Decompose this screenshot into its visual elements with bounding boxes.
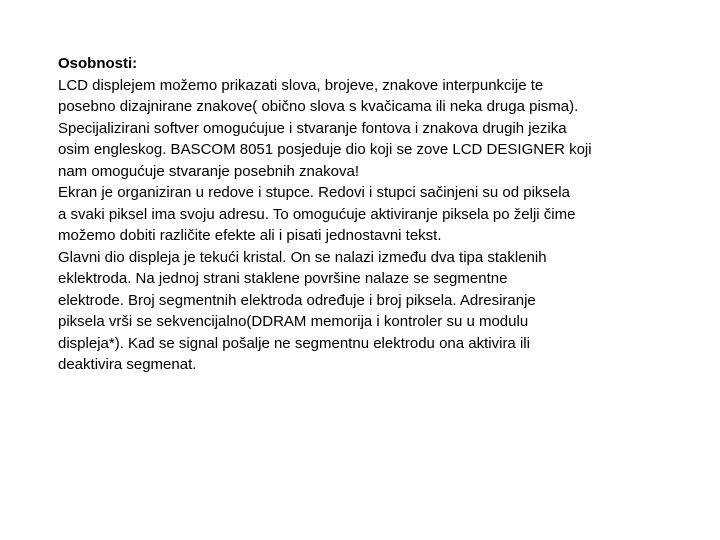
- text-line: posebno dizajnirane znakove( obično slova s kvačicama ili neka druga pisma).: [58, 98, 579, 115]
- text-line: deaktivira segmenat.: [58, 356, 197, 373]
- text-line: nam omogućuje stvaranje posebnih znakova!: [58, 162, 360, 180]
- heading: Osobnosti:: [58, 55, 138, 72]
- text-line: osim engleskog. BASCOM 8051 posjeduje dio koji se zove LCD DESIGNER koji: [58, 141, 592, 158]
- text-line: displeja*). Kad se signal pošalje ne segmentnu elektrodu ona aktivira ili: [58, 334, 530, 352]
- text-block: [58, 53, 658, 376]
- text-line: a svaki piksel ima svoju adresu. To omogućuje aktiviranje piksela po želji čime: [58, 205, 576, 223]
- text-line: eklektroda. Na jednoj strani staklene površine nalaze se segmentne: [58, 270, 508, 287]
- text-line: elektrode. Broj segmentnih elektroda određuje i broj piksela. Adresiranje: [58, 291, 536, 309]
- text-line: možemo dobiti različite efekte ali i pisati jednostavni tekst.: [58, 227, 442, 244]
- text-line: Specijalizirani softver omogućujue i stvaranje fontova i znakova drugih jezika: [58, 119, 567, 137]
- text-line: Ekran je organiziran u redove i stupce. Redovi i stupci sačinjeni su od piksela: [58, 184, 570, 201]
- text-line: piksela vrši se sekvencijalno(DDRAM memorija i kontroler su u modulu: [58, 313, 529, 330]
- text-line: LCD displejem možemo prikazati slova, brojeve, znakove interpunkcije te: [58, 76, 544, 94]
- text-line: Glavni dio displeja je tekući kristal. On se nalazi između dva tipa staklenih: [58, 248, 547, 266]
